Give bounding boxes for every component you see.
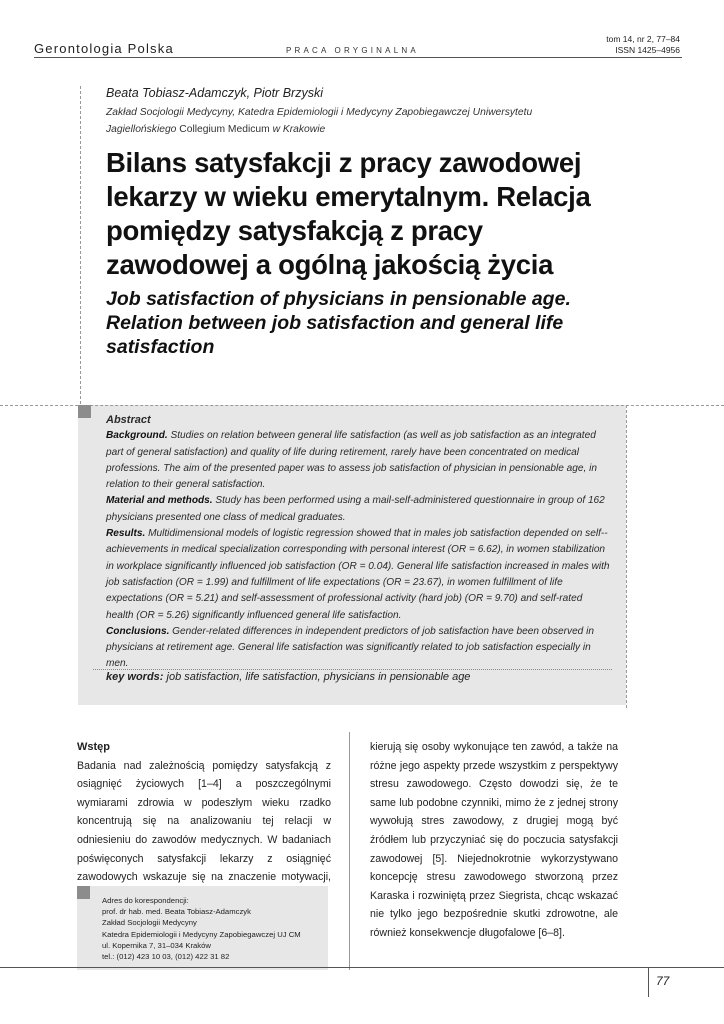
background-label: Background. bbox=[106, 430, 168, 442]
page-number: 77 bbox=[656, 974, 670, 988]
results-text: Multidimensional models of logistic regression showed that in males job satisfaction depended on self--achievements in medical specialization corresponding with personal interest (OR = 6.62), in women stabilization in workplace significantly influenced job satisfaction (OR = 0.04). General life satisfaction increased in males with job satisfaction (OR = 1.99) and fulfillment of life expectations (OR = 23.67), in women fulfillment of life expectations (OR = 5.21) and self-assessment of professional activity (hard job) (OR = 9.70) and self-rated health (OR = 5.26) significantly influenced general life satisfaction. bbox=[106, 528, 610, 621]
affiliation-city: w Krakowie bbox=[272, 124, 326, 135]
abstract-heading: Abstract bbox=[106, 414, 151, 426]
affiliation bbox=[106, 104, 606, 138]
abstract-conclusions bbox=[106, 624, 612, 673]
body-column-left bbox=[77, 738, 331, 905]
header-rule bbox=[34, 57, 682, 58]
body-paragraph-left: Badania nad zależnością pomiędzy satysfakcją z osiągnięć życiowych [1–4] a poszczególnymi wymiarami zdrowia w podeszłym wieku rzadko koncentrują się na analizowaniu tej relacji w odniesieniu do zawodów medycznych. W badaniach poświęconych satysfakcji lekarzy z osiągnięć zawodowych wskazuje się na znaczenie motywacji, bbox=[77, 759, 331, 884]
abstract-methods bbox=[106, 493, 612, 526]
keywords-divider bbox=[93, 669, 612, 670]
left-dashed-guide bbox=[80, 86, 81, 404]
body-paragraph-right: kierują się osoby wykonujące ten zawód, a także na różne jego aspekty przede wszystkim z perspektywy stresu zawodowego. Często dowodzi się, że te same lub podobne czynniki, mimo że z jednej strony wywołują stres zawodowy, z drugiej mogą być źródłem lub przyczyniać się do poczucia satysfakcji zawodowej [5]. Niejednokrotnie wykorzystywano koncepcję stresu zawodowego stworzoną przez Karaska i rozwiniętą przez Siegrista, chcąc wskazać nie tylko jego bezpośrednie skutki zdrowotne, ale również konsekwencje długofalowe [6–8]. bbox=[370, 741, 618, 939]
abstract-right-dashed-guide bbox=[626, 405, 627, 708]
body-column-right bbox=[370, 738, 618, 943]
keywords-label: key words: bbox=[106, 671, 164, 683]
footer-page-divider bbox=[648, 967, 649, 997]
correspondence-label: Adres do korespondencji: bbox=[102, 896, 189, 905]
conclusions-text: Gender-related differences in independent predictors of job satisfaction have been observed in physicians at retirement age. General life satisfaction was significantly related to job satisfaction especially in men. bbox=[106, 625, 594, 670]
affiliation-university: Jagiellońskiego bbox=[106, 124, 177, 135]
correspondence bbox=[102, 895, 324, 962]
keywords bbox=[106, 671, 470, 683]
background-text: Studies on relation between general life satisfaction (as well as job satisfaction as an integrated part of general satisfaction) and quality of life during retirement, rarely have been concentrated on medical professions. The aim of the presented paper was to assess job satisfaction of physician in pensionable age, in relation to their general satisfaction. bbox=[106, 430, 597, 491]
column-divider bbox=[349, 732, 350, 970]
volume-info bbox=[606, 34, 680, 56]
affiliation-line-2 bbox=[106, 121, 606, 138]
conclusions-label: Conclusions. bbox=[106, 625, 170, 637]
correspondence-corner-marker bbox=[77, 886, 90, 899]
section-heading-wstep: Wstęp bbox=[77, 741, 110, 753]
correspondence-phone: tel.: (012) 423 10 03, (012) 422 31 82 bbox=[102, 952, 230, 962]
authors: Beata Tobiasz-Adamczyk, Piotr Brzyski bbox=[106, 86, 323, 100]
abstract-dashed-rule bbox=[0, 405, 724, 406]
title-polish: Bilans satysfakcji z pracy zawodowej lekarzy w wieku emerytalnym. Relacja pomiędzy satysfakcją z pracy zawodowej a ogólną jakością życia bbox=[106, 147, 591, 280]
correspondence-dept: Zakład Socjologii Medycyny bbox=[102, 918, 197, 928]
affiliation-cm: Collegium Medicum bbox=[176, 124, 273, 135]
abstract-background bbox=[106, 428, 612, 493]
section-label: PRACA ORYGINALNA bbox=[286, 46, 419, 55]
methods-text: Study has been performed using a mail-self-administered questionnaire in group of 162 physicians presented one class of medical graduates. bbox=[106, 495, 605, 523]
journal-name: Gerontologia Polska bbox=[34, 41, 174, 56]
correspondence-chair: Katedra Epidemiologii i Medycyny Zapobiegawczej UJ CM bbox=[102, 929, 301, 939]
affiliation-line-1: Zakład Socjologii Medycyny, Katedra Epidemiologii i Medycyny Zapobiegawczej Uniwersytetu bbox=[106, 107, 533, 118]
results-label: Results. bbox=[106, 528, 146, 540]
abstract bbox=[106, 412, 612, 673]
correspondence-street: ul. Kopernika 7, 31–034 Kraków bbox=[102, 940, 211, 950]
issn: ISSN 1425–4956 bbox=[615, 45, 680, 55]
abstract-corner-marker bbox=[78, 405, 91, 418]
methods-label: Material and methods. bbox=[106, 495, 213, 507]
footer-rule bbox=[0, 967, 724, 968]
correspondence-name: prof. dr hab. med. Beata Tobiasz-Adamczyk bbox=[102, 907, 251, 917]
volume-issue: tom 14, nr 2, 77–84 bbox=[606, 34, 680, 44]
title-english: Job satisfaction of physicians in pensionable age. Relation between job satisfaction and general life satisfaction bbox=[106, 288, 571, 358]
abstract-results bbox=[106, 526, 612, 624]
keywords-text: job satisfaction, life satisfaction, physicians in pensionable age bbox=[163, 671, 471, 683]
